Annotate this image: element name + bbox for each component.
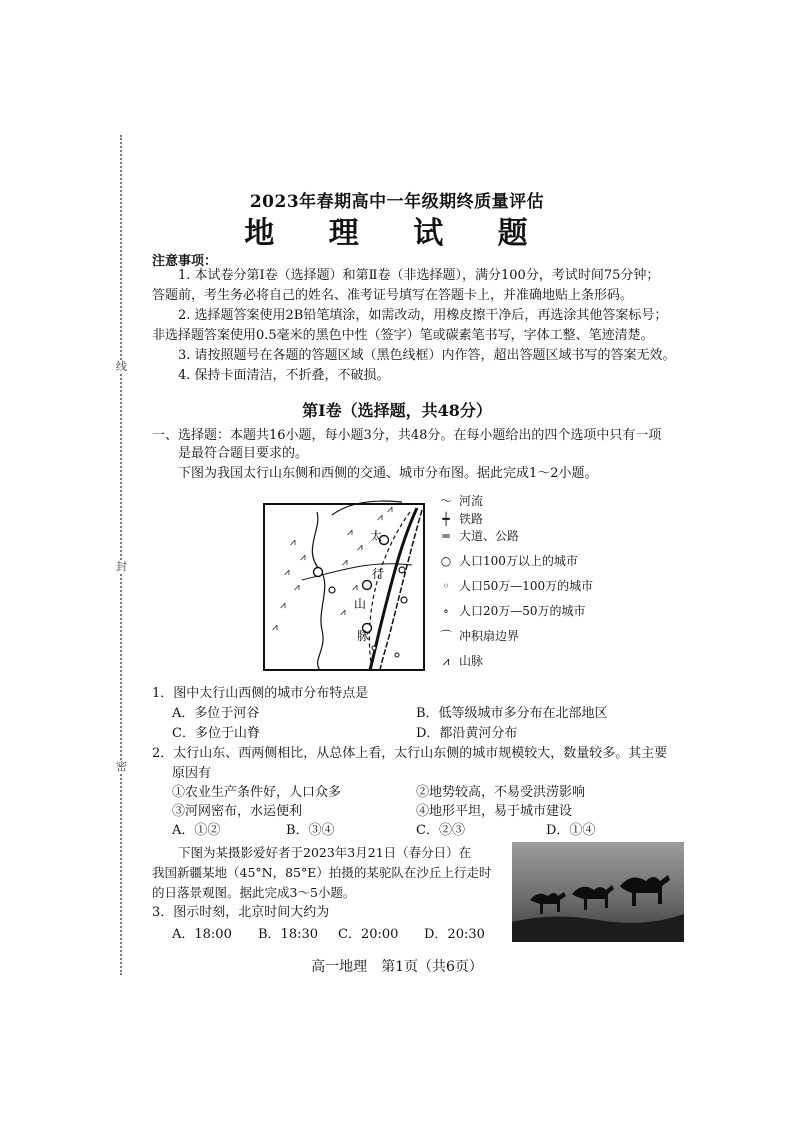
legend-item: 〜 河流: [437, 492, 483, 509]
legend-item: ═ 大道、公路: [437, 527, 519, 544]
river-path: [312, 512, 324, 670]
mountain-icon: ⩘: [442, 654, 450, 668]
small-city-icon: ∘: [443, 604, 449, 618]
mountain-icon: ⩘: [387, 504, 393, 515]
option-b: B．③④: [286, 823, 335, 838]
binding-line: [120, 135, 122, 975]
range-label: 行: [372, 567, 385, 581]
statement-item: ④地形平坦，易于城市建设: [416, 804, 573, 819]
city-marker: [314, 568, 323, 577]
medium-city-icon: ◦: [442, 579, 450, 593]
photo-intro: 我国新疆某地（45°N，85°E）拍摄的某驼队在沙丘上行走时: [152, 865, 492, 880]
question-stem: 2．太行山东、西两侧相比，从总体上看，太行山东侧的城市规模较大，数量较多。其主要: [152, 746, 668, 761]
map-frame: [264, 504, 424, 670]
question-stem: 1．图中太行山西侧的城市分布特点是: [152, 686, 369, 701]
mountain-icon: ⩘: [300, 552, 306, 563]
city-marker: [395, 653, 399, 657]
mountain-icon: ⩘: [284, 567, 290, 578]
alluvial-fan-icon: ⌒: [439, 629, 452, 643]
city-marker: [399, 567, 405, 573]
mountain-icon: ⩘: [294, 582, 300, 593]
section-intro: 是最符合题目要求的。: [178, 446, 309, 461]
legend-item: ◦ 人口50万—100万的城市: [437, 577, 593, 594]
section-title: 第Ⅰ卷（选择题，共48分）: [302, 401, 492, 420]
range-label: 山: [354, 597, 367, 611]
legend-item: ⌒ 冲积扇边界: [437, 627, 519, 644]
camel-caravan-photo: [512, 842, 684, 942]
mountain-icon: ⩘: [340, 607, 346, 618]
option-b: B．低等级城市多分布在北部地区: [416, 706, 608, 721]
option-c: C．多位于山脊: [172, 726, 260, 741]
option-a: A．①②: [172, 823, 221, 838]
option-b: B．18:30: [258, 927, 319, 942]
option-a: A．多位于河谷: [172, 706, 260, 721]
railway-line: [380, 510, 422, 670]
legend-item: ⩘ 山脉: [437, 652, 483, 669]
binding-mark-secret: 密: [116, 760, 127, 773]
option-d: D．20:30: [424, 927, 485, 942]
statement-item: ①农业生产条件好，人口众多: [172, 785, 342, 800]
mountain-icon: ⩘: [342, 557, 348, 568]
large-city-icon: ○: [440, 554, 452, 568]
legend-item: ┿ 铁路: [437, 510, 483, 527]
statement-item: ②地势较高，不易受洪涝影响: [416, 785, 586, 800]
exam-subtitle: 2023年春期高中一年级期终质量评估: [249, 192, 545, 212]
legend-item: ∘ 人口20万—50万的城市: [437, 602, 586, 619]
binding-mark-seal: 封: [116, 560, 127, 573]
note-line: 答题前，考生务必将自己的姓名、准考证号填写在答题卡上，并准确地贴上条形码。: [152, 288, 634, 303]
mountain-icon: ⩘: [352, 582, 358, 593]
legend-item: ○ 人口100万以上的城市: [437, 552, 578, 569]
city-marker: [372, 646, 376, 650]
binding-mark-line: 线: [116, 360, 127, 373]
option-c: C．20:00: [338, 927, 399, 942]
mountain-icon: ⩘: [357, 542, 363, 553]
range-label: 脉: [357, 629, 370, 643]
note-line: 1. 本试卷分第Ⅰ卷（选择题）和第Ⅱ卷（非选择题），满分100分，考试时间75分钟；: [178, 268, 660, 283]
mountain-icon: ⩘: [347, 527, 353, 538]
river-icon: 〜: [439, 494, 452, 508]
city-marker: [329, 587, 335, 593]
mountain-icon: ⩘: [377, 512, 383, 523]
camel-silhouette-icon: [512, 842, 684, 942]
option-d: D．都沿黄河分布: [416, 726, 518, 741]
map-intro: 下图为我国太行山东侧和西侧的交通、城市分布图。据此完成1～2小题。: [178, 466, 598, 481]
option-a: A．18:00: [172, 927, 232, 942]
question-stem: 原因有: [172, 766, 212, 781]
railway-icon: ┿: [442, 512, 450, 526]
mountain-icon: ⩘: [280, 600, 286, 611]
question-stem: 3．图示时刻，北京时间大约为: [152, 905, 330, 920]
note-line: 3. 请按照题号在各题的答题区域（黑色线框）内作答，超出答题区域书写的答案无效。: [178, 348, 676, 363]
option-c: C．②③: [416, 823, 465, 838]
mountain-icon: ⩘: [272, 622, 278, 633]
city-marker: [401, 597, 407, 603]
section-intro: 一、选择题：本题共16小题，每小题3分，共48分。在每小题给出的四个选项中只有一项: [152, 428, 662, 443]
page-footer: 高一地理 第1页（共6页）: [311, 959, 483, 975]
option-d: D．①④: [546, 823, 596, 838]
statement-item: ③河网密布，水运便利: [172, 804, 303, 819]
range-label: 太: [370, 529, 383, 543]
note-line: 非选择题答案使用0.5毫米的黑色中性（签字）笔或碳素笔书写，字体工整、笔迹清楚。: [152, 328, 654, 343]
photo-intro: 的日落景观图。据此完成3～5小题。: [152, 885, 356, 900]
photo-intro: 下图为某摄影爱好者于2023年3月21日（春分日）在: [178, 845, 472, 860]
note-line: 2. 选择题答案使用2B铅笔填涂，如需改动，用橡皮擦干净后，再选涂其他答案标号；: [178, 308, 668, 323]
highway-icon: ═: [442, 529, 450, 543]
mountain-icon: ⩘: [290, 537, 296, 548]
exam-title: 地 理 试 题: [244, 216, 550, 251]
note-line: 4. 保持卡面清洁，不折叠，不破损。: [178, 368, 390, 383]
notes-heading: 注意事项：: [152, 254, 218, 269]
city-marker: [363, 581, 372, 590]
